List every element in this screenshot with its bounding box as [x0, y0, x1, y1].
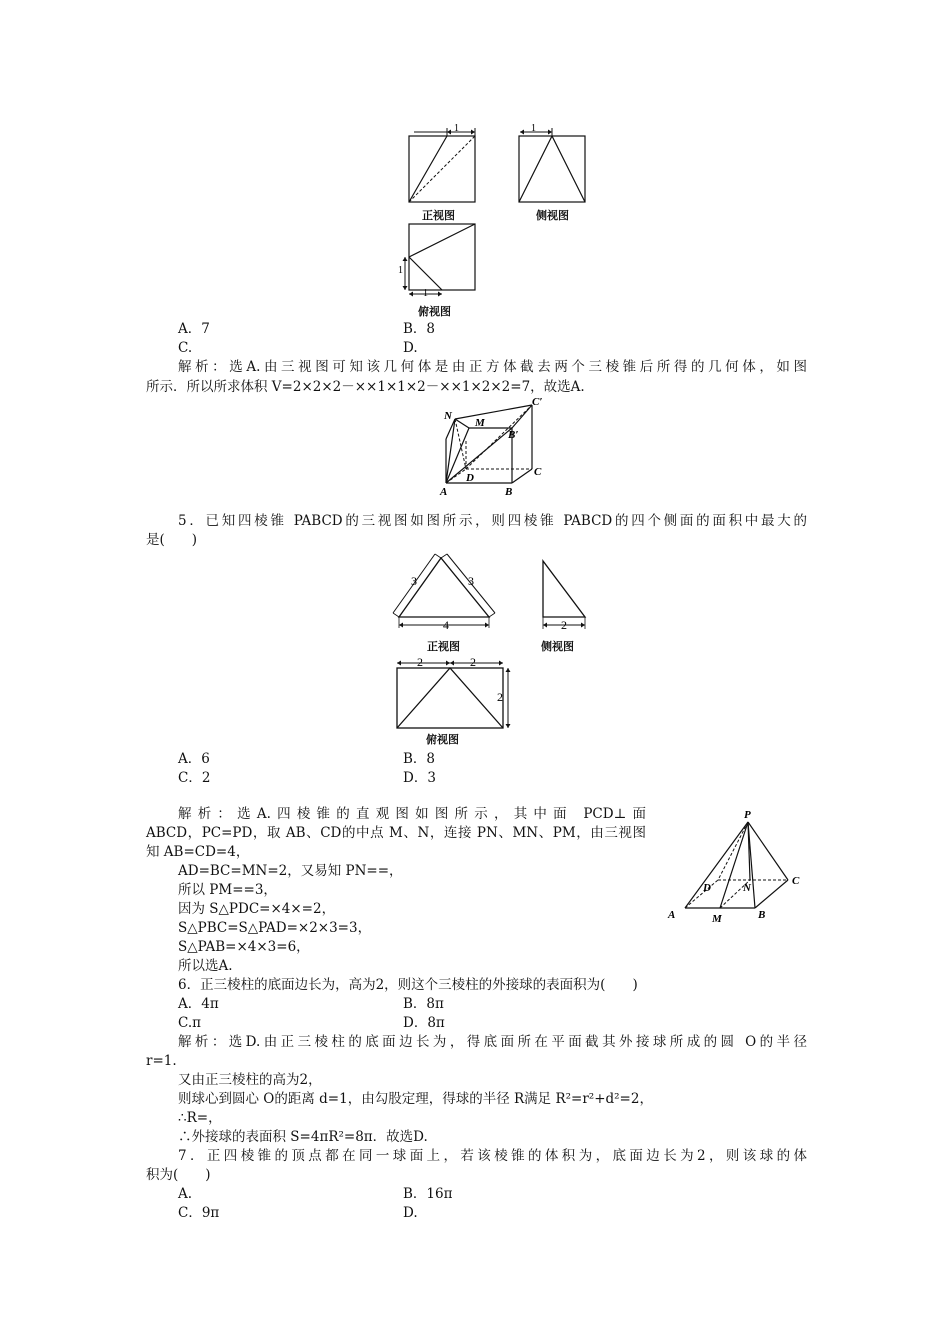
pyr-label-b: B	[758, 909, 766, 921]
cube-label-d: D	[466, 472, 474, 484]
svg-text:1: 1	[398, 265, 403, 276]
cube-label-b: B	[505, 486, 513, 498]
q4-solution-line2: 所示．所以所求体积 V=2×2×2－××1×1×2－××1×2×2=7，故选A.	[146, 379, 585, 395]
q6-option-b: B．8π	[403, 996, 444, 1012]
q4-solution-line1: 解析：选A.由三视图可知该几何体是由正方体截去两个三棱锥后所得的几何体，如图	[178, 359, 807, 375]
q4-top-dim-label-horizontal	[422, 286, 434, 300]
q7-option-c: C．9π	[178, 1205, 220, 1221]
q5-top-dim-2-right	[469, 655, 481, 669]
q7-stem-line2: 积为( )	[146, 1167, 211, 1183]
q5-option-a: A．6	[178, 751, 210, 767]
svg-text:2: 2	[417, 655, 423, 669]
q5-solution-line1: 解析：选A.四棱锥的直观图如图所示，其中面 PCD⊥面	[178, 806, 646, 822]
cube-label-m: M	[475, 417, 485, 429]
q5-top-dim-2-left	[416, 655, 428, 669]
q4-side-caption: 侧视图	[536, 209, 569, 222]
q5-option-d: D．3	[403, 770, 436, 786]
q5-side-dim-2	[560, 618, 572, 632]
q7-option-b: B．16π	[403, 1186, 453, 1202]
q6-solution-line5: ∴R=，	[178, 1110, 222, 1126]
q5-solution-line4: AD=BC=MN=2，又易知 PN==，	[178, 863, 403, 879]
q4-side-dim-label	[527, 122, 541, 134]
q4-front-caption: 正视图	[422, 209, 455, 222]
svg-text:4: 4	[443, 618, 449, 632]
svg-text:1: 1	[423, 288, 428, 299]
q7-option-d: D.	[403, 1205, 418, 1221]
q5-top-caption: 俯视图	[426, 733, 459, 746]
q6-solution-line3: 又由正三棱柱的高为2，	[178, 1072, 322, 1088]
pyr-label-n: N	[743, 882, 751, 894]
svg-text:1: 1	[454, 123, 459, 134]
q5-option-b: B．8	[403, 751, 436, 767]
pyr-label-m: M	[712, 913, 722, 925]
svg-text:1: 1	[531, 123, 536, 134]
q5-solution-line7: S△PBC=S△PAD=×2×3=3，	[178, 920, 372, 936]
q5-solution-line5: 所以 PM==3，	[178, 882, 277, 898]
q5-solution-line6: 因为 S△PDC=×4×=2，	[178, 901, 336, 917]
q5-stem-line2: 是( )	[146, 532, 198, 548]
svg-text:2: 2	[470, 655, 476, 669]
q7-stem-line1: 7．正四棱锥的顶点都在同一球面上，若该棱锥的体积为，底面边长为2，则该球的体	[178, 1148, 807, 1164]
q4-top-caption: 俯视图	[418, 305, 451, 318]
q5-front-caption: 正视图	[427, 640, 460, 653]
q4-cube-figure	[440, 393, 550, 505]
q5-top-dim-2-vertical	[496, 690, 508, 704]
svg-text:2: 2	[497, 690, 503, 704]
cube-label-cp: C′	[532, 396, 543, 408]
q5-option-c: C．2	[178, 770, 211, 786]
q5-solution-line3: 知 AB=CD=4，	[146, 844, 250, 860]
q4-side-view	[512, 124, 592, 206]
q5-front-dim-4	[442, 618, 454, 632]
q5-solution-line9: 所以选A.	[178, 958, 233, 974]
q5-front-dim-3-right	[467, 574, 479, 588]
q4-option-d: D.	[403, 340, 418, 356]
q4-option-c: C.	[178, 340, 193, 356]
q6-option-d: D．8π	[403, 1015, 445, 1031]
pyr-label-c: C	[792, 875, 800, 887]
q5-side-caption: 侧视图	[541, 640, 574, 653]
q4-option-a: A．7	[178, 321, 210, 337]
q4-option-b: B．8	[403, 321, 436, 337]
cube-label-c: C	[534, 466, 542, 478]
q7-option-a: A.	[178, 1186, 193, 1202]
pyr-label-a: A	[668, 909, 676, 921]
q6-solution-line2: r=1.	[146, 1053, 177, 1069]
cube-label-bp: B′	[508, 429, 519, 441]
pyr-label-p: P	[744, 809, 751, 821]
q4-front-dim-label	[450, 122, 464, 134]
q5-solution-line8: S△PAB=×4×3=6，	[178, 939, 310, 955]
q6-option-c: C.π	[178, 1015, 202, 1031]
q4-top-dim-label-vertical	[397, 263, 409, 277]
cube-label-n: N	[444, 410, 452, 422]
svg-text:3: 3	[411, 574, 417, 588]
q4-top-view	[392, 220, 482, 302]
q6-option-a: A．4π	[178, 996, 219, 1012]
pyr-label-d: D	[703, 882, 711, 894]
q5-stem-line1: 5．已知四棱锥 PABCD的三视图如图所示，则四棱锥 PABCD的四个侧面的面积中最大的	[178, 513, 807, 529]
cube-label-a: A	[440, 486, 448, 498]
svg-text:3: 3	[468, 574, 474, 588]
q5-pyramid-figure	[660, 808, 815, 928]
q5-front-dim-3-left	[410, 574, 422, 588]
q6-solution-line6: ∴外接球的表面积 S=4πR²=8π．故选D.	[178, 1129, 428, 1145]
q6-solution-line1: 解析：选D.由正三棱柱的底面边长为，得底面所在平面截其外接球所成的圆 O的半径	[178, 1034, 807, 1050]
q4-front-view	[400, 124, 490, 206]
svg-text:2: 2	[561, 618, 567, 632]
q5-solution-line2: ABCD，PC=PD，取 AB、CD的中点 M、N，连接 PN、MN、PM，由三视图	[146, 825, 646, 841]
q6-solution-line4: 则球心到圆心 O的距离 d=1，由勾股定理，得球的半径 R满足 R²=r²+d²=2，	[178, 1091, 653, 1107]
q6-stem: 6．正三棱柱的底面边长为，高为2，则这个三棱柱的外接球的表面积为( )	[178, 977, 638, 993]
